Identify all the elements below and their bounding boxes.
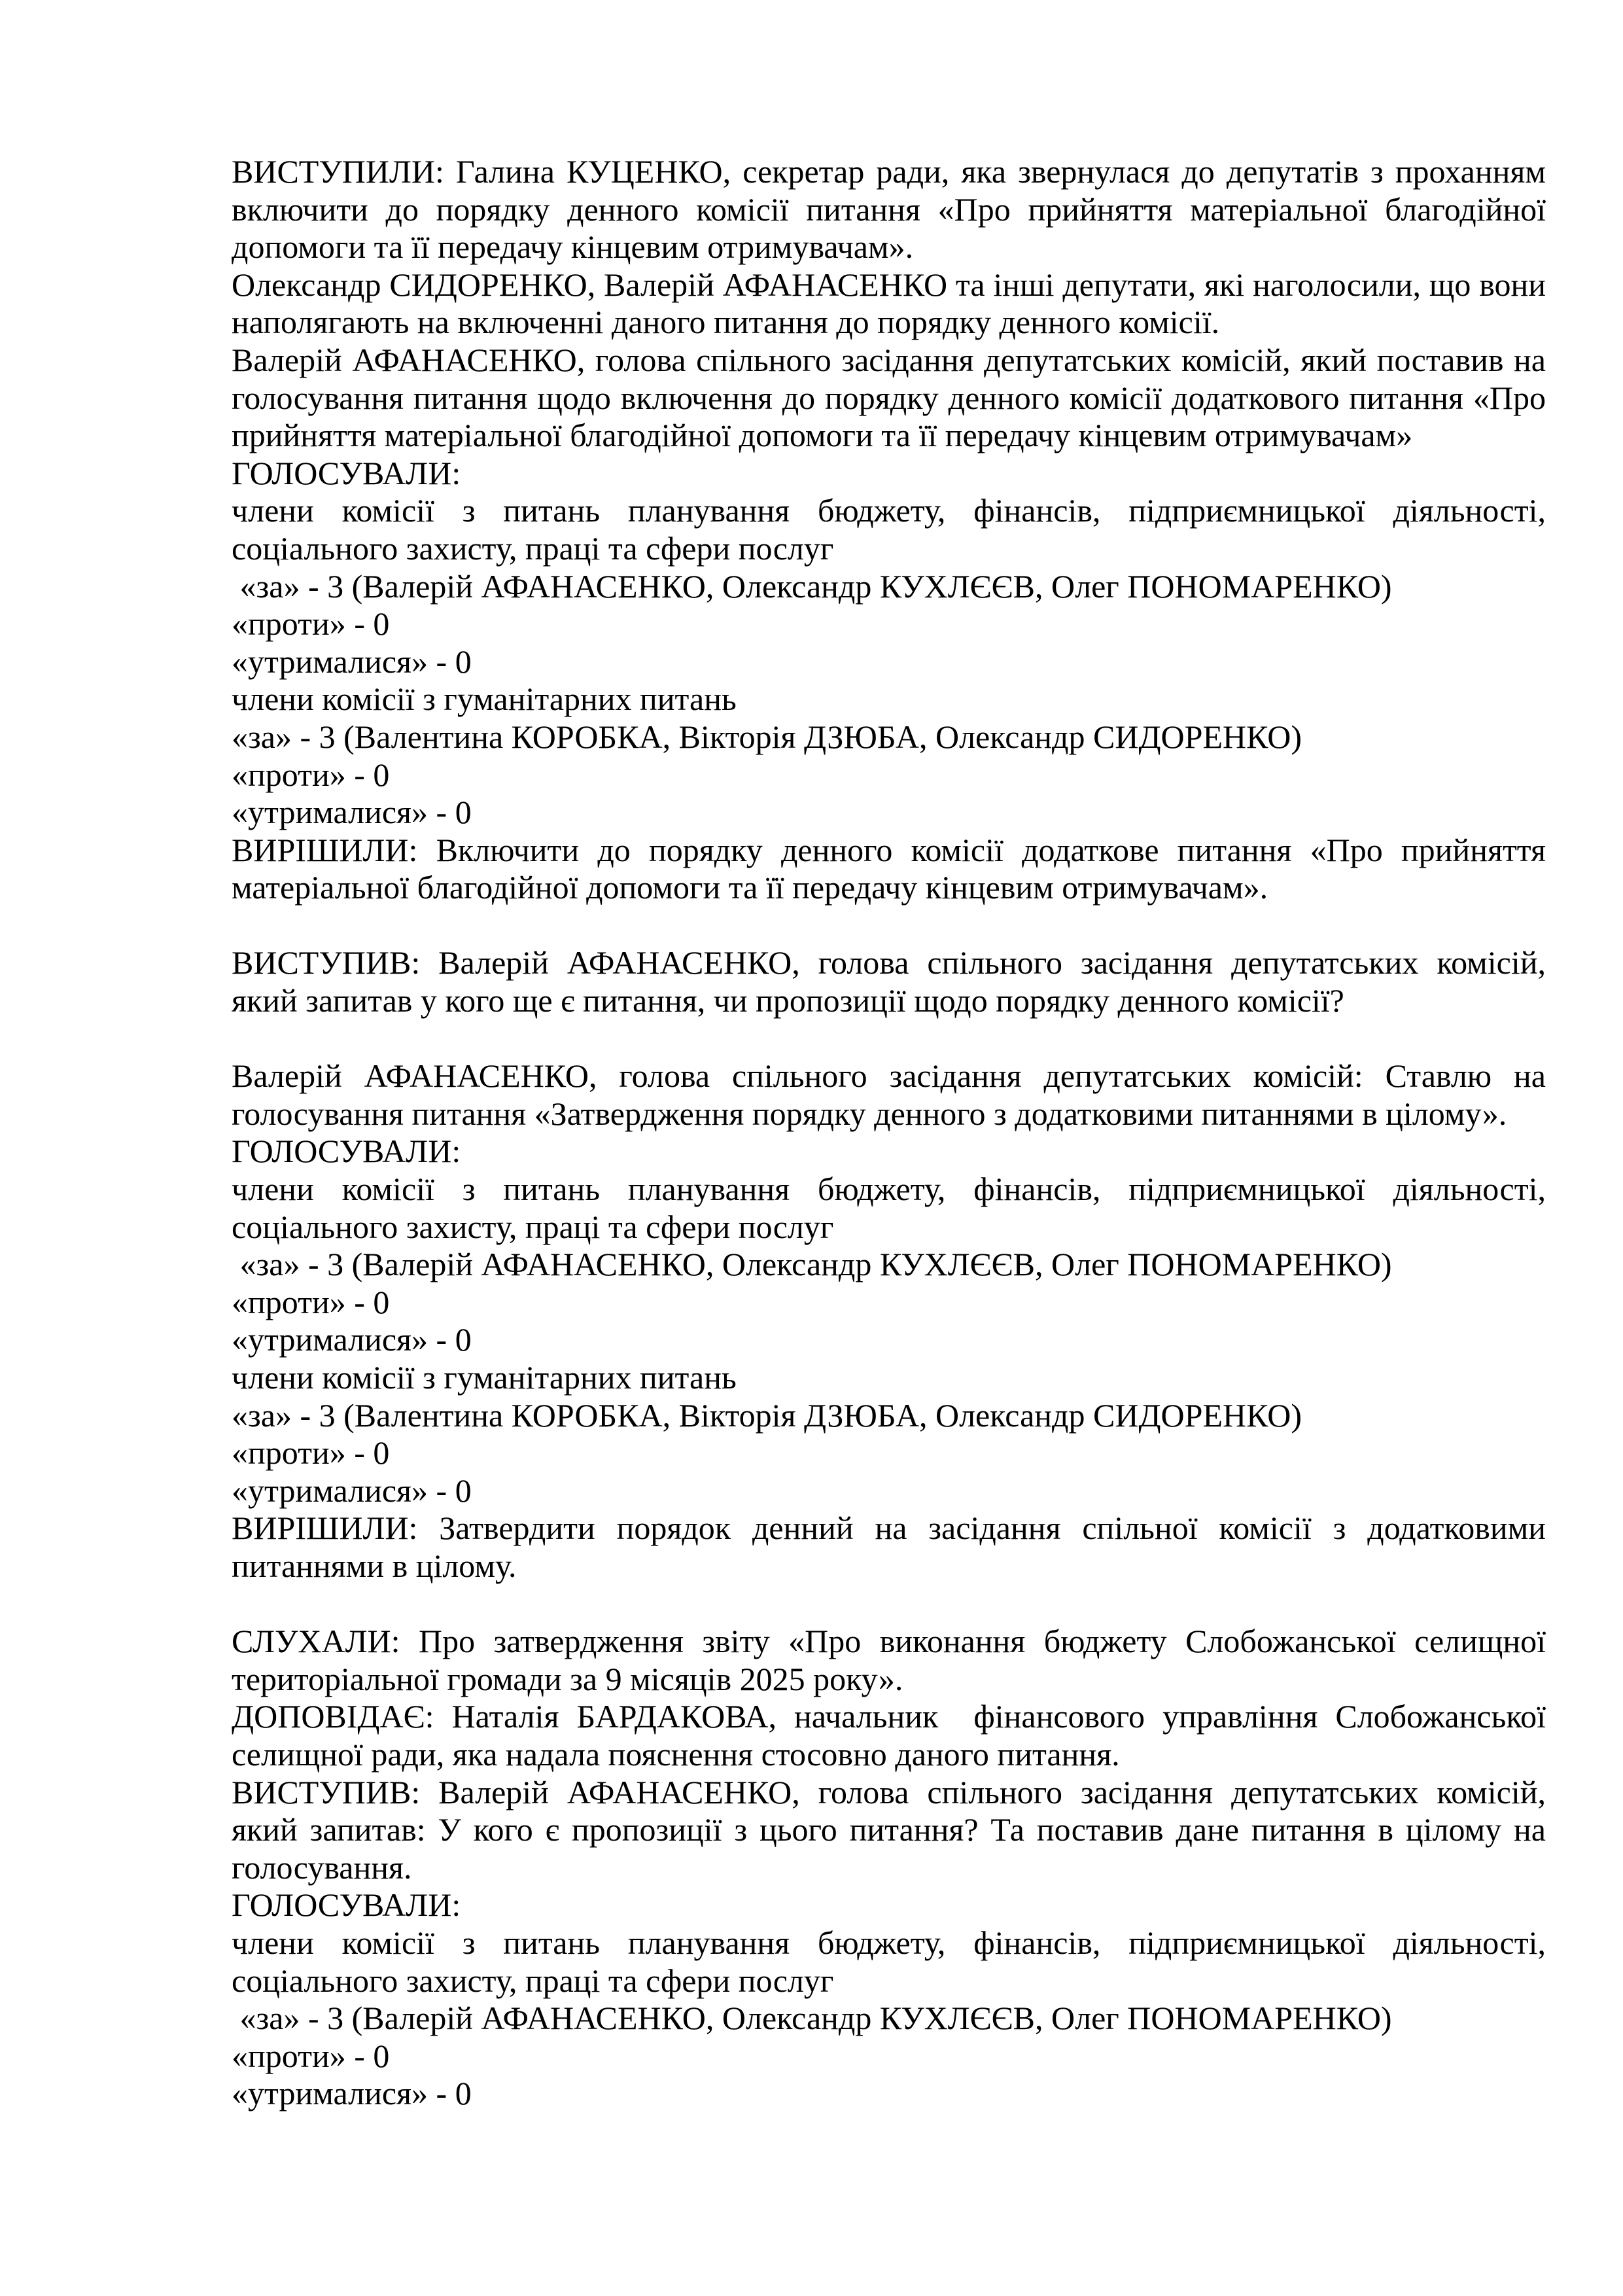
paragraph: члени комісії з гуманітарних питань — [232, 1359, 737, 1396]
paragraph: Олександр СИДОРЕНКО, Валерій АФАНАСЕНКО та інші депутати, які наголосили, що вони наполягають на включенні даного питання до порядку денного комісії. — [232, 266, 1554, 341]
blank-line — [232, 1585, 1546, 1623]
paragraph: «проти» - 0 — [232, 1283, 390, 1320]
paragraph: ВИСТУПИЛИ: Галина КУЦЕНКО, секретар ради, яка звернулася до депутатів з проханням включити до порядку денного комісії питання «Про прийняття матеріальної благодійної допомоги та її передачу кінцевим отримувачам». — [232, 153, 1554, 266]
paragraph: «утрималися» - 0 — [232, 1472, 472, 1509]
paragraph: ВИСТУПИВ: Валерій АФАНАСЕНКО, голова спільного засідання депутатських комісій, який запитав у кого ще є питання, чи пропозиції щодо порядку денного комісії? — [232, 944, 1554, 1019]
paragraph: «за» - 3 (Валентина КОРОБКА, Вікторія ДЗЮБА, Олександр СИДОРЕНКО) — [232, 718, 1302, 755]
paragraph: «проти» - 0 — [232, 756, 390, 793]
paragraph: «утрималися» - 0 — [232, 794, 472, 831]
paragraph: «утрималися» - 0 — [232, 2075, 472, 2112]
paragraph: Валерій АФАНАСЕНКО, голова спільного засідання депутатських комісій, який поставив на голосування питання щодо включення до порядку денного комісії додаткового питання «Про прийняття матеріальної благодійної допомоги та її передачу кінцевим отримувачам» — [232, 341, 1554, 454]
paragraph: «за» - 3 (Валерій АФАНАСЕНКО, Олександр КУХЛЄЄВ, Олег ПОНОМАРЕНКО) — [232, 1246, 1392, 1283]
paragraph: ГОЛОСУВАЛИ: — [232, 1133, 461, 1170]
paragraph: «проти» - 0 — [232, 2037, 390, 2074]
paragraph: «за» - 3 (Валерій АФАНАСЕНКО, Олександр КУХЛЄЄВ, Олег ПОНОМАРЕНКО) — [232, 2000, 1392, 2037]
paragraph: «за» - 3 (Валерій АФАНАСЕНКО, Олександр КУХЛЄЄВ, Олег ПОНОМАРЕНКО) — [232, 567, 1392, 605]
paragraph: «утрималися» - 0 — [232, 643, 472, 680]
paragraph: члени комісії з гуманітарних питань — [232, 680, 737, 718]
paragraph: «проти» - 0 — [232, 605, 390, 643]
paragraph: ВИСТУПИВ: Валерій АФАНАСЕНКО, голова спільного засідання депутатських комісій, який запитав: У кого є пропозиції з цього питання? Та поставив дане питання в цілому на голосування. — [232, 1773, 1554, 1886]
paragraph: «утрималися» - 0 — [232, 1321, 472, 1358]
document-body — [232, 153, 1554, 2113]
blank-line — [232, 1020, 1546, 1058]
paragraph: члени комісії з питань планування бюджету, фінансів, підприємницької діяльності, соціального захисту, праці та сфери послуг — [232, 492, 1554, 567]
paragraph: Валерій АФАНАСЕНКО, голова спільного засідання депутатських комісій: Ставлю на голосування питання «Затвердження порядку денного з додатковими питаннями в цілому». — [232, 1057, 1554, 1132]
paragraph: ГОЛОСУВАЛИ: — [232, 454, 461, 491]
paragraph: ДОПОВІДАЄ: Наталія БАРДАКОВА, начальник фінансового управління Слобожанської селищної ради, яка надала пояснення стосовно даного питання. — [232, 1698, 1554, 1773]
paragraph: «проти» - 0 — [232, 1434, 390, 1472]
paragraph: члени комісії з питань планування бюджету, фінансів, підприємницької діяльності, соціального захисту, праці та сфери послуг — [232, 1171, 1554, 1245]
paragraph: члени комісії з питань планування бюджету, фінансів, підприємницької діяльності, соціального захисту, праці та сфери послуг — [232, 1924, 1554, 1999]
paragraph: СЛУХАЛИ: Про затвердження звіту «Про виконання бюджету Слобожанської селищної територіальної громади за 9 місяців 2025 року». — [232, 1623, 1554, 1697]
paragraph: «за» - 3 (Валентина КОРОБКА, Вікторія ДЗЮБА, Олександр СИДОРЕНКО) — [232, 1396, 1302, 1434]
blank-line — [232, 907, 1546, 945]
paragraph: ВИРІШИЛИ: Затвердити порядок денний на засідання спільної комісії з додатковими питаннями в цілому. — [232, 1510, 1554, 1584]
paragraph: ВИРІШИЛИ: Включити до порядку денного комісії додаткове питання «Про прийняття матеріальної благодійної допомоги та її передачу кінцевим отримувачам». — [232, 831, 1554, 906]
paragraph: ГОЛОСУВАЛИ: — [232, 1886, 461, 1924]
